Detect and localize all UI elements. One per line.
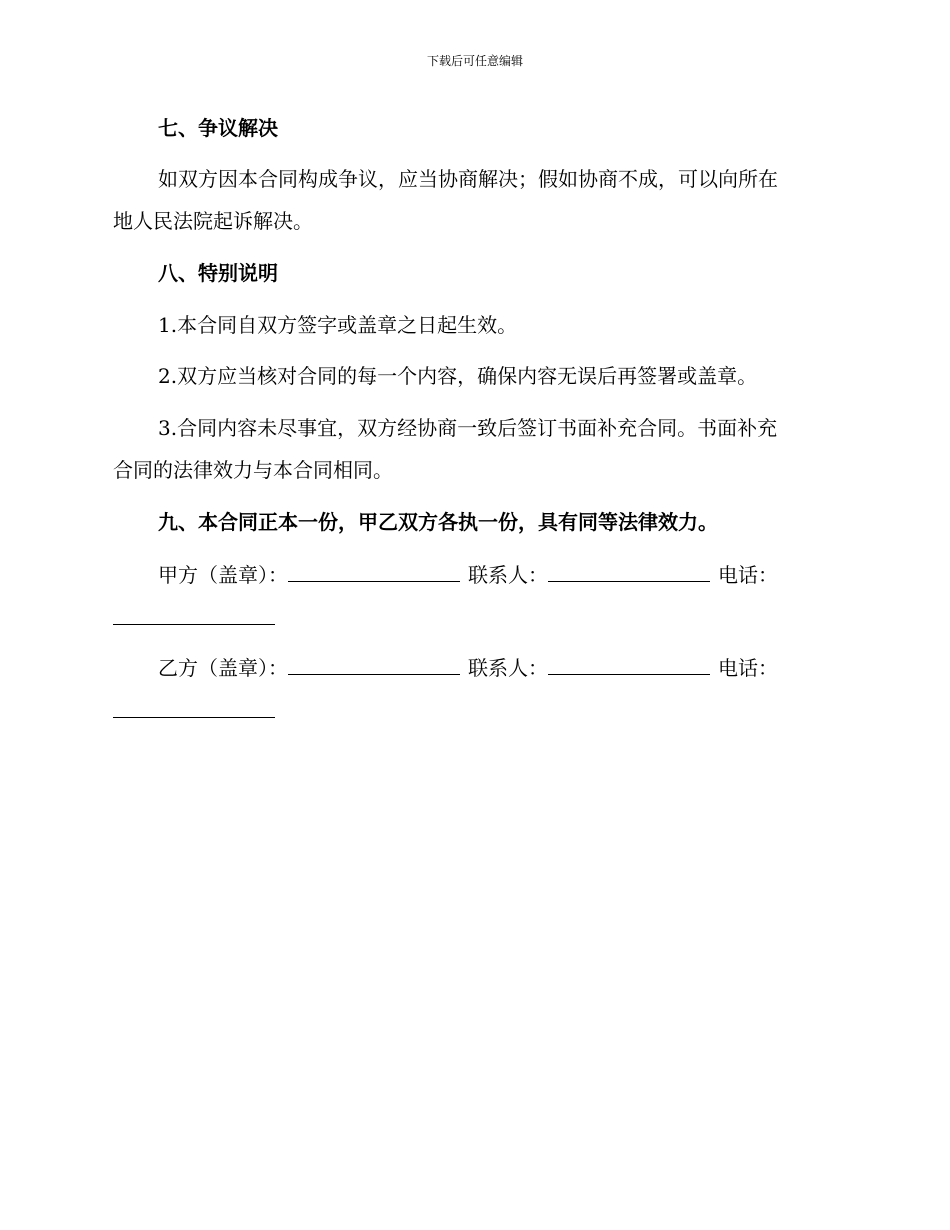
party-b-phone-field[interactable] (113, 717, 275, 718)
party-b-contact-label: 联系人： (468, 656, 548, 680)
party-a-contact-field[interactable] (548, 561, 710, 582)
section-7-title: 七、争议解决 (158, 116, 278, 140)
party-b-signature-row (158, 654, 778, 681)
section-8-item-1: 1.本合同自双方签字或盖章之日起生效。 (158, 313, 518, 337)
party-b-seal-field[interactable] (288, 654, 460, 675)
party-b-label: 乙方（盖章）： (158, 656, 288, 680)
section-8-item-2: 2.双方应当核对合同的每一个内容，确保内容无误后再签署或盖章。 (158, 364, 758, 388)
section-7-paragraph-line-1: 如双方因本合同构成争议，应当协商解决；假如协商不成，可以向所在 (158, 167, 778, 191)
party-a-phone-field[interactable] (113, 624, 275, 625)
section-8-item-3-line-1: 3.合同内容未尽事宜，双方经协商一致后签订书面补充合同。书面补充 (158, 416, 778, 440)
party-a-contact-label: 联系人： (468, 563, 548, 587)
section-9-title: 九、本合同正本一份，甲乙双方各执一份，具有同等法律效力。 (158, 510, 718, 534)
party-a-seal-field[interactable] (288, 561, 460, 582)
section-8-item-3-line-2: 合同的法律效力与本合同相同。 (113, 458, 393, 482)
section-8-title: 八、特别说明 (158, 261, 278, 285)
party-a-signature-row (158, 561, 778, 588)
party-b-contact-field[interactable] (548, 654, 710, 675)
party-a-phone-label: 电话： (718, 563, 778, 587)
section-7-paragraph-line-2: 地人民法院起诉解决。 (113, 209, 313, 233)
page-header: 下载后可任意编辑 (426, 54, 523, 68)
party-a-label: 甲方（盖章）： (158, 563, 288, 587)
party-b-phone-label: 电话： (718, 656, 778, 680)
